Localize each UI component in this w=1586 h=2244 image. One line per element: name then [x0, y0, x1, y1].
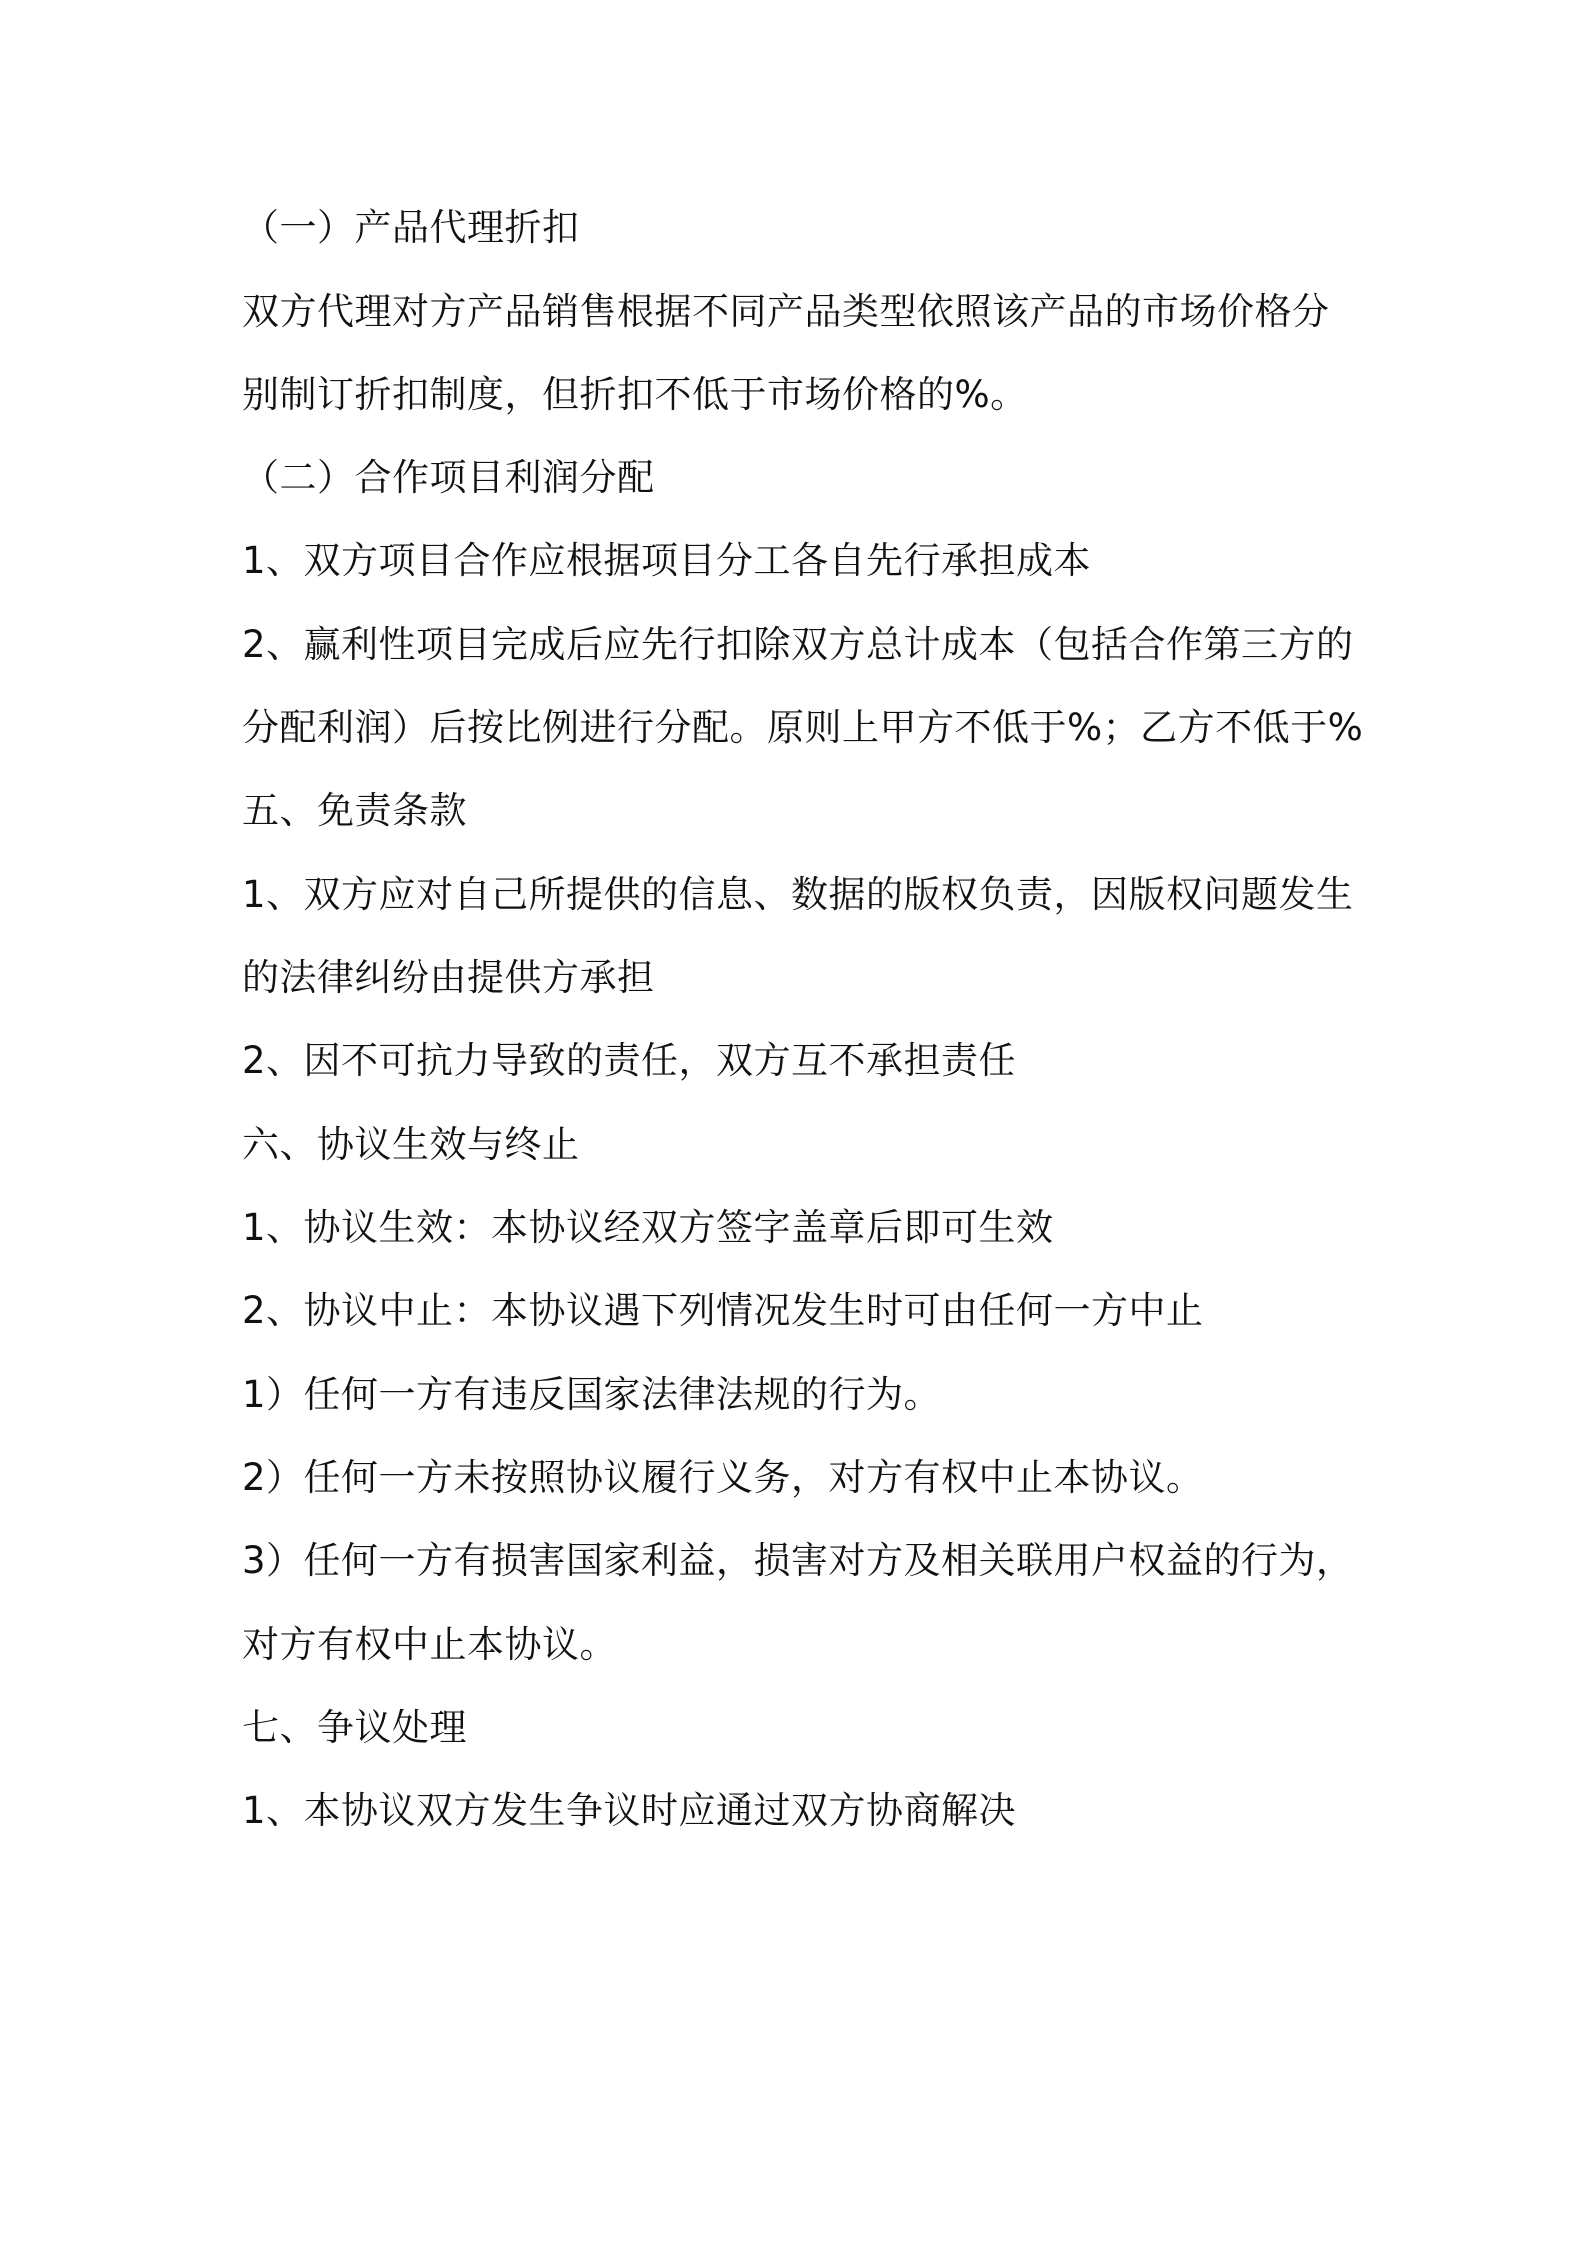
sub-list-item: 2）任何一方未按照协议履行义务，对方有权中止本协议。: [242, 1456, 1204, 1499]
paragraph-line: 别制订折扣制度，但折扣不低于市场价格的%。: [242, 373, 1028, 416]
list-item: 1、协议生效：本协议经双方签字盖章后即可生效: [242, 1206, 1054, 1249]
section-heading-dispute-resolution: 七、争议处理: [242, 1706, 467, 1749]
paragraph-line: 分配利润）后按比例进行分配。原则上甲方不低于%；乙方不低于%: [242, 706, 1364, 749]
list-item: 1、双方应对自己所提供的信息、数据的版权负责，因版权问题发生: [242, 873, 1354, 916]
sub-list-item: 3）任何一方有损害国家利益，损害对方及相关联用户权益的行为，: [242, 1539, 1354, 1582]
paragraph-line: 双方代理对方产品销售根据不同产品类型依照该产品的市场价格分: [242, 290, 1330, 333]
paragraph-line: 的法律纠纷由提供方承担: [242, 956, 655, 999]
section-heading-product-discount: （一）产品代理折扣: [242, 206, 580, 249]
section-heading-profit-distribution: （二）合作项目利润分配: [242, 456, 655, 499]
list-item: 2、因不可抗力导致的责任，双方互不承担责任: [242, 1039, 1017, 1082]
list-item: 1、双方项目合作应根据项目分工各自先行承担成本: [242, 539, 1092, 582]
paragraph-line: 对方有权中止本协议。: [242, 1623, 617, 1666]
section-heading-disclaimer: 五、免责条款: [242, 789, 467, 832]
sub-list-item: 1）任何一方有违反国家法律法规的行为。: [242, 1373, 942, 1416]
list-item: 2、赢利性项目完成后应先行扣除双方总计成本（包括合作第三方的: [242, 623, 1354, 666]
list-item: 2、协议中止：本协议遇下列情况发生时可由任何一方中止: [242, 1289, 1204, 1332]
section-heading-effect-termination: 六、协议生效与终止: [242, 1123, 580, 1166]
list-item: 1、本协议双方发生争议时应通过双方协商解决: [242, 1789, 1017, 1832]
